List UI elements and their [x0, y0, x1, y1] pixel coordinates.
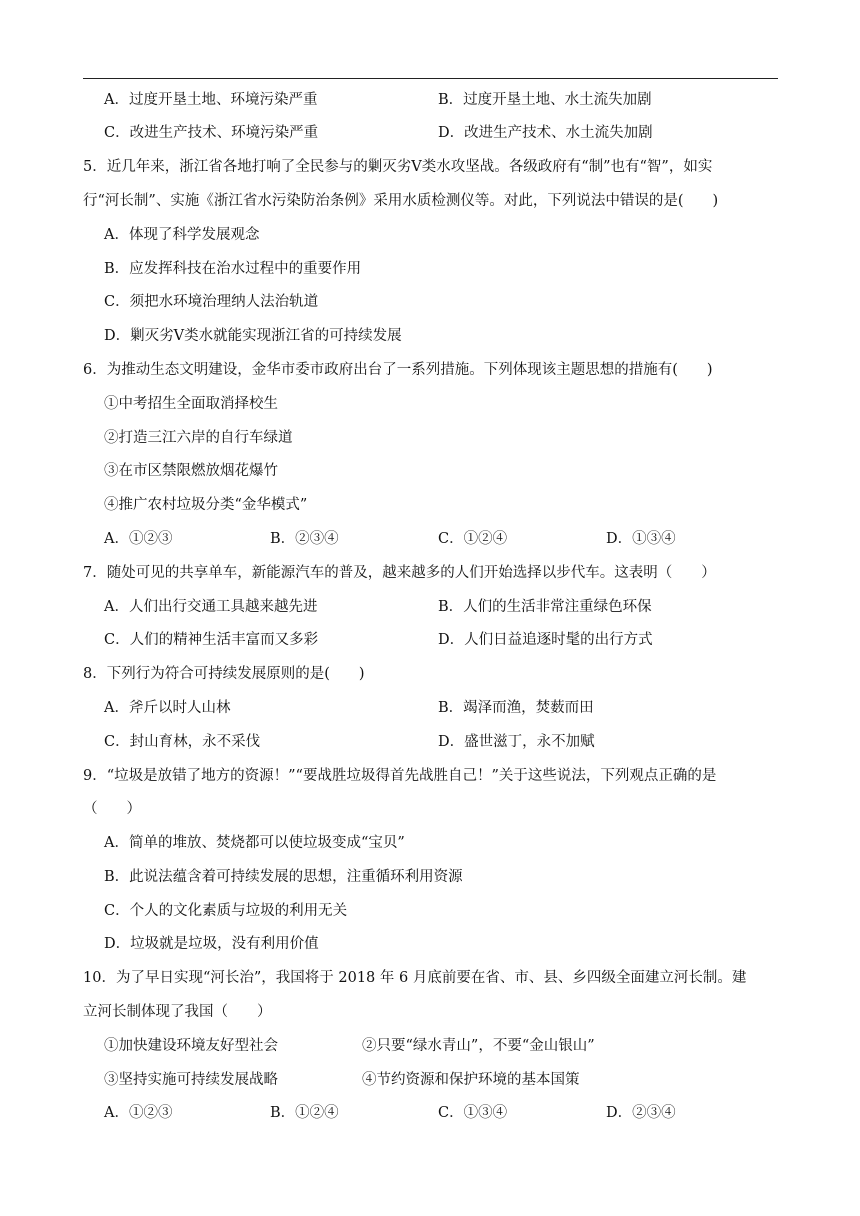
q8-option-c[interactable]: C．封山育林，永不采伐	[104, 734, 261, 750]
q7-option-c[interactable]: C．人们的精神生活丰富而又多彩	[104, 632, 319, 648]
q8-options-row-1	[104, 698, 784, 718]
q6-option-b[interactable]: B．②③④	[270, 531, 339, 547]
q10-option-d[interactable]: D．②③④	[606, 1105, 676, 1121]
q5-option-b[interactable]: B．应发挥科技在治水过程中的重要作用	[104, 261, 362, 277]
q4-option-c[interactable]: C．改进生产技术、环境污染严重	[104, 125, 319, 141]
q6-stem: 6．为推动生态文明建设，金华市委市政府出台了一系列措施。下列体现该主题思想的措施有( )	[83, 362, 713, 378]
q10-item-4: ④节约资源和保护环境的基本国策	[362, 1072, 580, 1088]
q9-option-a[interactable]: A．简单的堆放、焚烧都可以使垃圾变成“宝贝”	[104, 835, 405, 851]
q4-options-row-1	[104, 90, 784, 110]
q4-option-a[interactable]: A．过度开垦土地、环境污染严重	[104, 92, 318, 108]
q5-option-d[interactable]: D．剿灭劣Ⅴ类水就能实现浙江省的可持续发展	[104, 328, 402, 344]
q10-option-b[interactable]: B．①②④	[270, 1105, 339, 1121]
q10-options-row	[104, 1103, 784, 1123]
q4-option-d[interactable]: D．改进生产技术、水土流失加剧	[438, 125, 653, 141]
q10-stem-line-2: 立河长制体现了我国（ ）	[83, 1004, 272, 1020]
q7-option-a[interactable]: A．人们出行交通工具越来越先进	[104, 599, 318, 615]
q8-option-d[interactable]: D．盛世滋丁，永不加赋	[438, 734, 595, 750]
q6-item-3: ③在市区禁限燃放烟花爆竹	[104, 463, 278, 479]
q10-option-a[interactable]: A．①②③	[104, 1105, 173, 1121]
q10-items-row-1	[104, 1036, 784, 1056]
q8-stem: 8．下列行为符合可持续发展原则的是( )	[83, 666, 365, 682]
q6-option-c[interactable]: C．①②④	[438, 531, 508, 547]
q4-options-row-2	[104, 123, 784, 143]
q6-options-row	[104, 529, 784, 549]
q10-items-row-2	[104, 1070, 784, 1090]
q10-item-1: ①加快建设环境友好型社会	[104, 1038, 278, 1054]
q7-options-row-1	[104, 597, 784, 617]
q10-item-3: ③坚持实施可持续发展战略	[104, 1072, 278, 1088]
q4-option-b[interactable]: B．过度开垦土地、水土流失加剧	[438, 92, 652, 108]
q8-options-row-2	[104, 732, 784, 752]
q6-option-a[interactable]: A．①②③	[104, 531, 173, 547]
q9-option-b[interactable]: B．此说法蕴含着可持续发展的思想，注重循环利用资源	[104, 869, 463, 885]
q10-stem-line-1: 10．为了早日实现“河长治”，我国将于 2018 年 6 月底前要在省、市、县、乡四级全面建立河长制。建	[83, 970, 747, 986]
q9-stem-line-1: 9．“垃圾是放错了地方的资源！”“要战胜垃圾得首先战胜自己！”关于这些说法，下列观点正确的是	[83, 768, 717, 784]
q10-option-c[interactable]: C．①③④	[438, 1105, 508, 1121]
q7-option-d[interactable]: D．人们日益追逐时髦的出行方式	[438, 632, 653, 648]
q9-option-c[interactable]: C．个人的文化素质与垃圾的利用无关	[104, 903, 348, 919]
q10-item-2: ②只要“绿水青山”，不要“金山银山”	[362, 1038, 595, 1054]
header-rule	[83, 78, 778, 79]
q7-stem: 7．随处可见的共享单车，新能源汽车的普及，越来越多的人们开始选择以步代车。这表明（ ）	[83, 565, 716, 581]
q5-stem-line-1: 5．近几年来，浙江省各地打响了全民参与的剿灭劣Ⅴ类水攻坚战。各级政府有“制”也有“智”，如实	[83, 159, 713, 175]
q7-options-row-2	[104, 630, 784, 650]
q6-item-2: ②打造三江六岸的自行车绿道	[104, 430, 293, 446]
q8-option-a[interactable]: A．斧斤以时人山林	[104, 700, 231, 716]
q6-option-d[interactable]: D．①③④	[606, 531, 676, 547]
q6-item-4: ④推广农村垃圾分类“金华模式”	[104, 497, 308, 513]
q9-option-d[interactable]: D．垃圾就是垃圾，没有利用价值	[104, 936, 319, 952]
q7-option-b[interactable]: B．人们的生活非常注重绿色环保	[438, 599, 652, 615]
q9-stem-line-2: （ ）	[83, 801, 141, 817]
q5-option-a[interactable]: A．体现了科学发展观念	[104, 227, 260, 243]
q5-option-c[interactable]: C．须把水环境治理纳人法治轨道	[104, 294, 319, 310]
q8-option-b[interactable]: B．竭泽而渔，焚薮而田	[438, 700, 594, 716]
q5-stem-line-2: 行“河长制”、实施《浙江省水污染防治条例》采用水质检测仪等。对此，下列说法中错误的是( )	[83, 193, 719, 209]
q6-item-1: ①中考招生全面取消择校生	[104, 396, 278, 412]
